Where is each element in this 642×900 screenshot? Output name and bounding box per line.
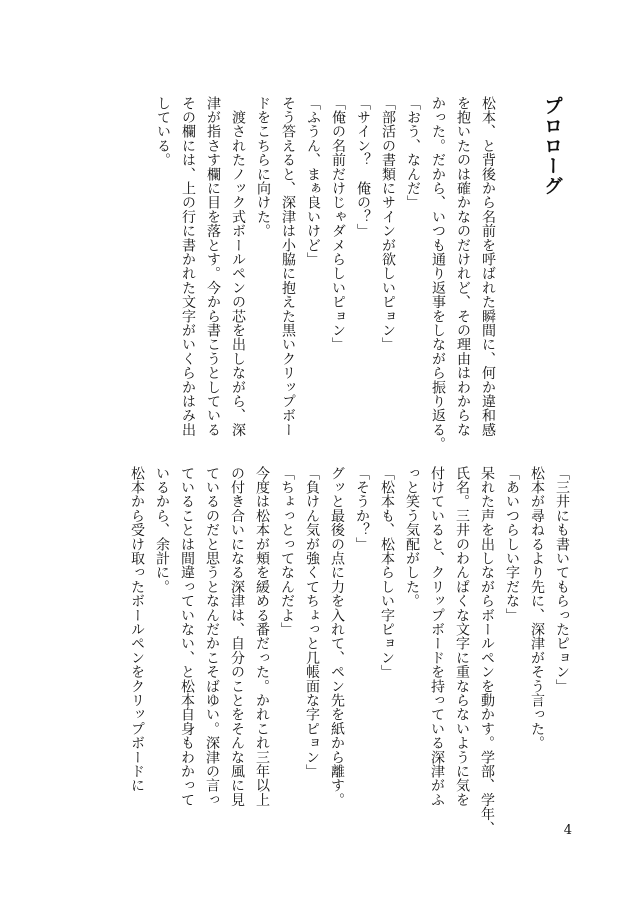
upper-text-block [150, 96, 500, 451]
text-line: 付けていると、クリップボードを持っている深津がふ [429, 466, 445, 807]
page-number: 4 [563, 823, 572, 838]
text-line: 氏名。三井のわんぱくな文字に重ならないように気を [454, 466, 470, 807]
text-line: ドをこちらに向けた。 [255, 96, 271, 238]
text-line: 「負けん気が強くてちょっと几帳面な字ピョン」 [304, 466, 320, 779]
chapter-title: プロローグ [541, 96, 563, 196]
text-line: そう答えると、深津は小脇に抱えた黒いクリップボー [280, 96, 296, 437]
text-line: 松本から受け取ったボールペンをクリップボードに [129, 466, 145, 793]
text-line: の付き合いになる深津は、自分のことをそんな風に見 [229, 466, 245, 807]
text-line: 「あいつらしい字だな」 [504, 466, 520, 623]
text-line: 「俺の名前だけじゃダメらしいピョン」 [330, 96, 346, 352]
text-line: グッと最後の点に力を入れて、ペン先を紙から離す。 [329, 466, 345, 807]
text-line: かった。だから、いつも通り返事をしながら振り返る。 [430, 96, 446, 451]
text-line: 「ふうん、まぁ良いけど」 [305, 96, 321, 267]
text-line: その欄には、上の行に書かれた文字がいくらかはみ出 [180, 96, 196, 437]
text-line: 「ちょっとってなんだよ」 [279, 466, 295, 637]
text-line: 松本が尋ねるより先に、深津がそう言った。 [529, 466, 545, 750]
text-line: 「おう、なんだ」 [405, 96, 421, 210]
text-line: いるから、余計に。 [154, 466, 170, 594]
text-line: ていることは間違っていない、と松本自身もわかって [179, 466, 195, 807]
lower-text-block [124, 466, 574, 836]
text-line: 「部活の書類にサインが欲しいピョン」 [380, 96, 396, 352]
text-line: 呆れた声を出しながらボールペンを動かす。学部、学年、 [479, 466, 495, 836]
text-line: 「三井にも書いてもらったピョン」 [554, 466, 570, 694]
text-line: 「サイン？ 俺の？」 [355, 96, 371, 238]
text-line: 津が指さす欄に目を落とす。今から書こうとしている [205, 96, 221, 437]
text-line: 「そうか？」 [354, 466, 370, 552]
text-line: 松本、と背後から名前を呼ばれた瞬間に、何か違和感 [480, 96, 496, 437]
text-line: ているのだと思うとなんだかこそばゆい。深津の言っ [204, 466, 220, 807]
text-line: 「松本も、松本らしい字ピョン」 [379, 466, 395, 679]
text-line: している。 [155, 96, 171, 167]
text-line: っと笑う気配がした。 [404, 466, 420, 608]
text-line: 渡されたノック式ボールペンの芯を出しながら、深 [230, 96, 246, 437]
text-line: 今度は松本が頬を緩める番だった。かれこれ三年以上 [254, 466, 270, 807]
text-line: を抱いたのは確かなのだけれど、その理由はわからな [455, 96, 471, 437]
